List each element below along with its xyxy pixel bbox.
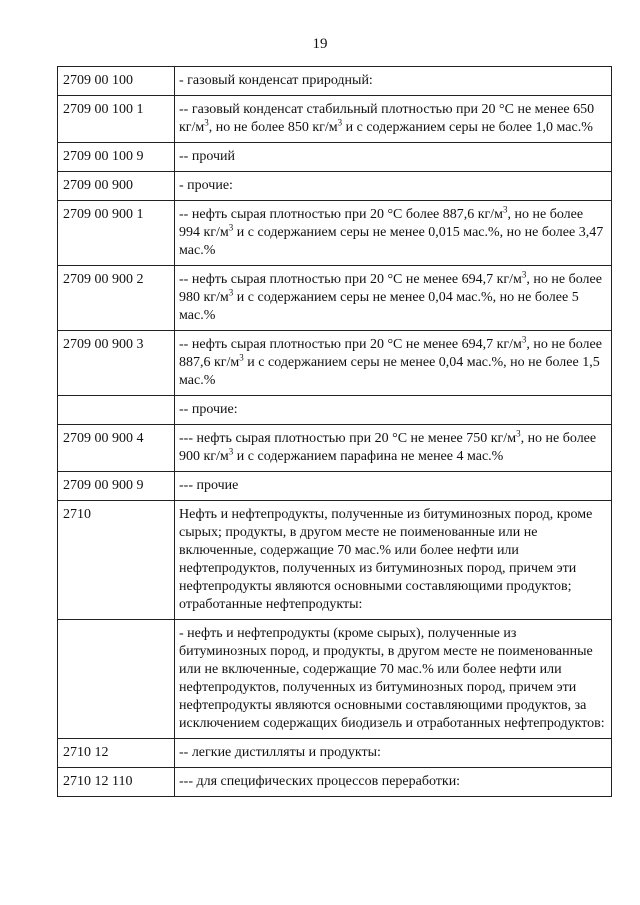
unit-superscript: 3 [228,222,234,233]
description-text: -- легкие дистилляты и продукты: [179,745,381,760]
description-text: и с содержанием серы не менее 0,015 мас.%, но не более 3,47 мас.% [179,225,604,258]
description-cell [175,739,612,768]
description-text: - нефть и нефтепродукты (кроме сырых), полученные из битуминозных пород, и продукты, в другом месте не поименованные или не включенные, содержащие 70 мас.% или более нефти или нефтепродуктов, полученных из битуминозных пород, причем эти нефтепродукты являются основными составляющими продуктов, за исключением содержащих биодизель и отработанных нефтепродуктов: [179,626,605,731]
code-cell: 2709 00 100 9 [58,143,175,172]
table-row [58,501,612,620]
code-cell: 2709 00 100 1 [58,96,175,143]
table-row [58,739,612,768]
description-cell [175,172,612,201]
description-text: -- нефть сырая плотностью при 20 °С более 887,6 кг/м [179,207,504,222]
code-cell [58,620,175,739]
code-cell [58,396,175,425]
description-cell [175,768,612,797]
unit-superscript: 3 [521,334,527,345]
code-cell: 2710 12 110 [58,768,175,797]
code-cell: 2710 12 [58,739,175,768]
description-text: - газовый конденсат природный: [179,73,373,88]
table-row [58,96,612,143]
table-row [58,331,612,396]
unit-superscript: 3 [521,269,527,280]
description-text: --- прочие [179,478,239,493]
unit-superscript: 3 [337,117,343,128]
code-cell: 2709 00 100 [58,67,175,96]
description-cell [175,143,612,172]
description-text: --- нефть сырая плотностью при 20 °С не менее 750 кг/м [179,431,517,446]
description-text: , но не более 994 кг/м [179,207,584,240]
page-number: 19 [312,36,328,52]
description-cell [175,67,612,96]
table-row [58,396,612,425]
tariff-code-table [57,66,612,797]
description-cell [175,331,612,396]
unit-superscript: 3 [516,428,521,439]
description-text: и с содержанием серы не менее 0,04 мас.%, но не более 1,5 мас.% [179,355,600,388]
table-row [58,472,612,501]
description-cell [175,425,612,472]
description-cell [175,472,612,501]
code-cell: 2710 [58,501,175,620]
code-cell: 2709 00 900 9 [58,472,175,501]
description-cell [175,396,612,425]
description-cell [175,620,612,739]
unit-superscript: 3 [239,352,244,363]
table-row [58,172,612,201]
description-text: и с содержанием серы не более 1,0 мас.% [342,120,593,135]
unit-superscript: 3 [503,204,508,215]
description-text: , но не более 887,6 кг/м [179,337,602,370]
description-cell [175,501,612,620]
description-text: --- для специфических процессов переработки: [179,774,461,789]
description-text: -- прочие: [179,402,238,417]
description-cell [175,96,612,143]
description-text: и с содержанием парафина не менее 4 мас.% [233,449,504,464]
description-text: , но не более 980 кг/м [179,272,602,305]
description-text: -- нефть сырая плотностью при 20 °С не менее 694,7 кг/м [179,337,522,352]
description-text: и с содержанием серы не менее 0,04 мас.%, но не более 5 мас.% [179,290,579,323]
description-text: -- нефть сырая плотностью при 20 °С не менее 694,7 кг/м [179,272,522,287]
code-cell: 2709 00 900 1 [58,201,175,266]
unit-superscript: 3 [228,287,234,298]
code-cell: 2709 00 900 2 [58,266,175,331]
unit-superscript: 3 [204,117,209,128]
table-row [58,266,612,331]
description-text: -- газовый конденсат стабильный плотностью при 20 °С не менее 650 кг/м [179,102,595,135]
table-row [58,201,612,266]
description-cell [175,201,612,266]
table-row [58,768,612,797]
code-cell: 2709 00 900 3 [58,331,175,396]
description-text: , но не более 900 кг/м [179,431,597,464]
table-body [58,67,612,797]
code-cell: 2709 00 900 4 [58,425,175,472]
code-cell: 2709 00 900 [58,172,175,201]
table-row [58,620,612,739]
unit-superscript: 3 [228,446,234,457]
table-row [58,425,612,472]
description-text: -- прочий [179,149,235,164]
table-row [58,143,612,172]
description-text: Нефть и нефтепродукты, полученные из битуминозных пород, кроме сырых; продукты, в другом месте не поименованные или не включенные, содержащие 70 мас.% или более нефти или нефтепродуктов, полученных из битуминозных пород, причем эти нефтепродукты являются основными составляющими продуктов; отработанные нефтепродукты: [179,507,593,612]
description-text: , но не более 850 кг/м [208,120,338,135]
table-row [58,67,612,96]
description-cell [175,266,612,331]
description-text: - прочие: [179,178,233,193]
